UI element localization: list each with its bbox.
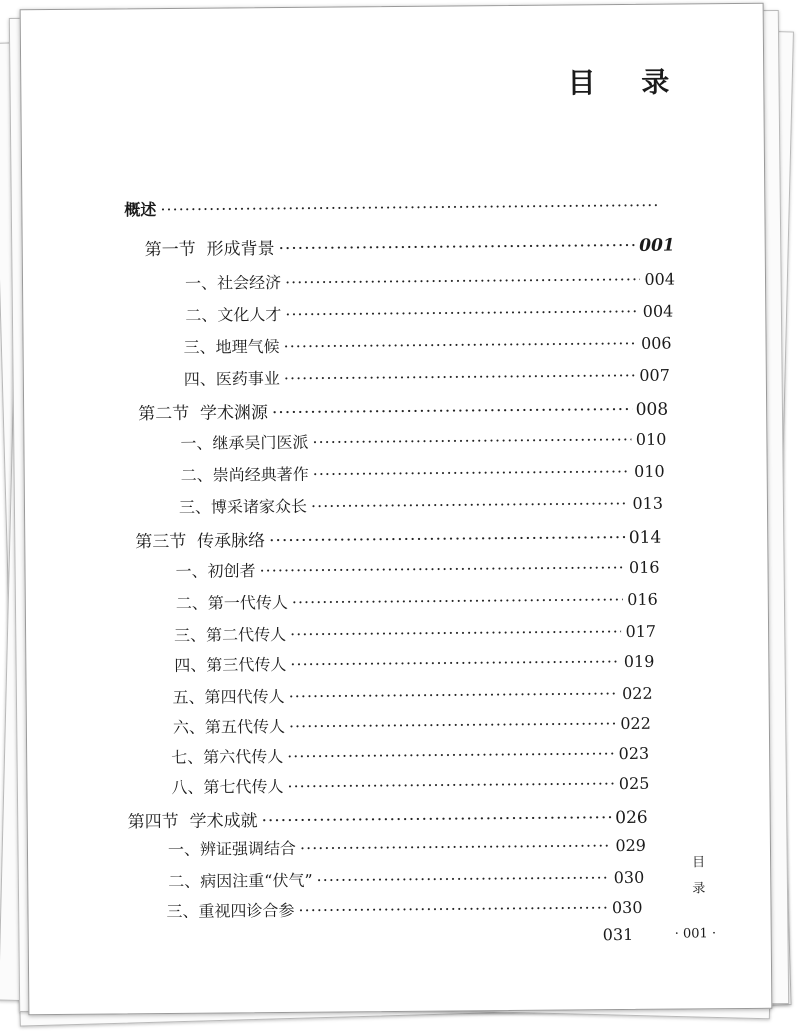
leader-dots bbox=[160, 196, 660, 219]
toc-entry-overview bbox=[124, 193, 664, 221]
toc-entry bbox=[176, 587, 658, 614]
toc-entry-label: 四、第三代传人 bbox=[174, 654, 287, 675]
leader-dots bbox=[278, 236, 635, 259]
toc-entry-label: 六、第五代传人 bbox=[172, 716, 285, 737]
leader-dots bbox=[285, 270, 641, 292]
toc-entry-label: 第三节 传承脉络 bbox=[135, 531, 266, 553]
page-number: · 001 · bbox=[674, 926, 717, 942]
toc-entry bbox=[174, 619, 656, 646]
toc-entry-page: 001 bbox=[639, 235, 675, 256]
toc-entry-page: 007 bbox=[639, 365, 670, 385]
toc-entry-label: 第一节 形成背景 bbox=[144, 239, 275, 261]
toc-entry bbox=[171, 741, 649, 768]
toc-entry-label: 一、辨证强调结合 bbox=[167, 838, 297, 860]
toc-entry-label: 概述 bbox=[124, 200, 157, 220]
running-header-char: 录 bbox=[692, 881, 706, 897]
leader-dots bbox=[287, 774, 615, 796]
toc-entry bbox=[179, 491, 663, 518]
toc-entry-label: 一、初创者 bbox=[175, 561, 256, 581]
leader-dots bbox=[298, 898, 608, 920]
toc-entry bbox=[184, 363, 670, 390]
running-header-vertical bbox=[692, 850, 705, 902]
toc-entry-label: 三、博采诸家众长 bbox=[178, 496, 308, 517]
toc-entry bbox=[183, 331, 671, 358]
leader-dots bbox=[300, 836, 612, 858]
toc-entry-page: 026 bbox=[615, 807, 648, 829]
toc-entry bbox=[185, 299, 673, 326]
toc-entry bbox=[168, 865, 644, 892]
toc-extra-page bbox=[603, 925, 643, 944]
toc-entry-label: 二、第一代传人 bbox=[175, 592, 288, 613]
toc-entry bbox=[171, 771, 649, 798]
toc-entry-page: 030 bbox=[611, 897, 643, 918]
toc-entry-section-1 bbox=[145, 231, 675, 261]
toc-entry bbox=[180, 427, 666, 454]
leader-dots bbox=[284, 334, 638, 356]
leader-dots bbox=[272, 400, 632, 423]
toc-entry-page: 013 bbox=[632, 493, 664, 513]
toc-entry-label: 第四节 学术成就 bbox=[127, 811, 258, 833]
leader-dots bbox=[312, 430, 632, 452]
toc-entry-section-2 bbox=[138, 395, 668, 425]
toc-entry-label: 一、继承吴门医派 bbox=[180, 432, 309, 453]
toc-entry-label: 二、文化人才 bbox=[185, 304, 282, 325]
toc-entry-page: 004 bbox=[642, 301, 674, 321]
toc-entry-page: 022 bbox=[621, 683, 653, 704]
toc-entry-page: 025 bbox=[618, 773, 650, 794]
leader-dots bbox=[269, 528, 625, 551]
toc-entry-page: 016 bbox=[627, 589, 658, 609]
toc-entry-page: 004 bbox=[644, 269, 676, 289]
toc-entry-page: 014 bbox=[628, 527, 662, 548]
toc-entry-section-4 bbox=[128, 803, 648, 833]
leader-dots bbox=[289, 684, 619, 706]
toc-entry-page: 010 bbox=[635, 429, 667, 449]
toc-entry-section-3 bbox=[135, 523, 661, 553]
toc-entry-page: 016 bbox=[628, 557, 660, 577]
leader-dots bbox=[317, 868, 610, 890]
leader-dots bbox=[259, 558, 625, 580]
toc-entry-label: 五、第四代传人 bbox=[172, 686, 285, 707]
leader-dots bbox=[290, 652, 620, 674]
toc-entry-label: 一、社会经济 bbox=[184, 272, 282, 293]
toc-entry bbox=[168, 833, 646, 860]
leader-dots bbox=[311, 494, 629, 516]
page-title: 目 录 bbox=[567, 65, 688, 100]
leader-dots bbox=[284, 366, 636, 388]
toc-entry-page: 006 bbox=[640, 333, 672, 353]
toc-entry-label: 三、第二代传人 bbox=[174, 624, 287, 645]
leader-dots bbox=[261, 808, 611, 831]
toc-entry-page: 017 bbox=[625, 621, 657, 642]
leader-dots bbox=[287, 744, 615, 766]
toc-entry-label: 二、崇尚经典著作 bbox=[180, 464, 309, 485]
toc-entry-label: 七、第六代传人 bbox=[171, 746, 284, 767]
toc-entry-page: 008 bbox=[635, 399, 669, 420]
toc-entry-page: 023 bbox=[618, 743, 650, 764]
toc-page bbox=[20, 3, 773, 1015]
toc-entry bbox=[175, 555, 659, 582]
toc-entry bbox=[166, 895, 642, 922]
toc-entry bbox=[174, 649, 654, 676]
toc-entry bbox=[185, 267, 675, 294]
toc-entry-label: 二、病因注重“伏气” bbox=[168, 870, 313, 892]
toc-entry-page: 029 bbox=[615, 835, 647, 856]
toc-entry-page: 010 bbox=[634, 461, 665, 481]
toc-entry-page: 019 bbox=[623, 651, 655, 672]
leader-dots bbox=[313, 462, 631, 484]
toc-entry-label: 三、地理气候 bbox=[183, 337, 280, 357]
leader-dots bbox=[290, 622, 622, 644]
leader-dots bbox=[289, 714, 617, 736]
leader-dots bbox=[292, 590, 624, 612]
toc-entry bbox=[173, 711, 651, 738]
toc-entry-page: 031 bbox=[602, 924, 634, 945]
toc-entry bbox=[181, 459, 665, 486]
toc-entry-label: 八、第七代传人 bbox=[171, 776, 284, 797]
toc-entry-page: 030 bbox=[613, 867, 645, 888]
running-header-char: 目 bbox=[692, 855, 706, 871]
toc-entry bbox=[173, 681, 653, 708]
toc-entry-page: 022 bbox=[620, 713, 651, 734]
toc-entry-label: 第二节 学术渊源 bbox=[138, 403, 269, 425]
toc-entry-label: 三、重视四诊合参 bbox=[166, 900, 295, 922]
toc-entry-label: 四、医药事业 bbox=[183, 369, 280, 389]
leader-dots bbox=[285, 302, 639, 324]
